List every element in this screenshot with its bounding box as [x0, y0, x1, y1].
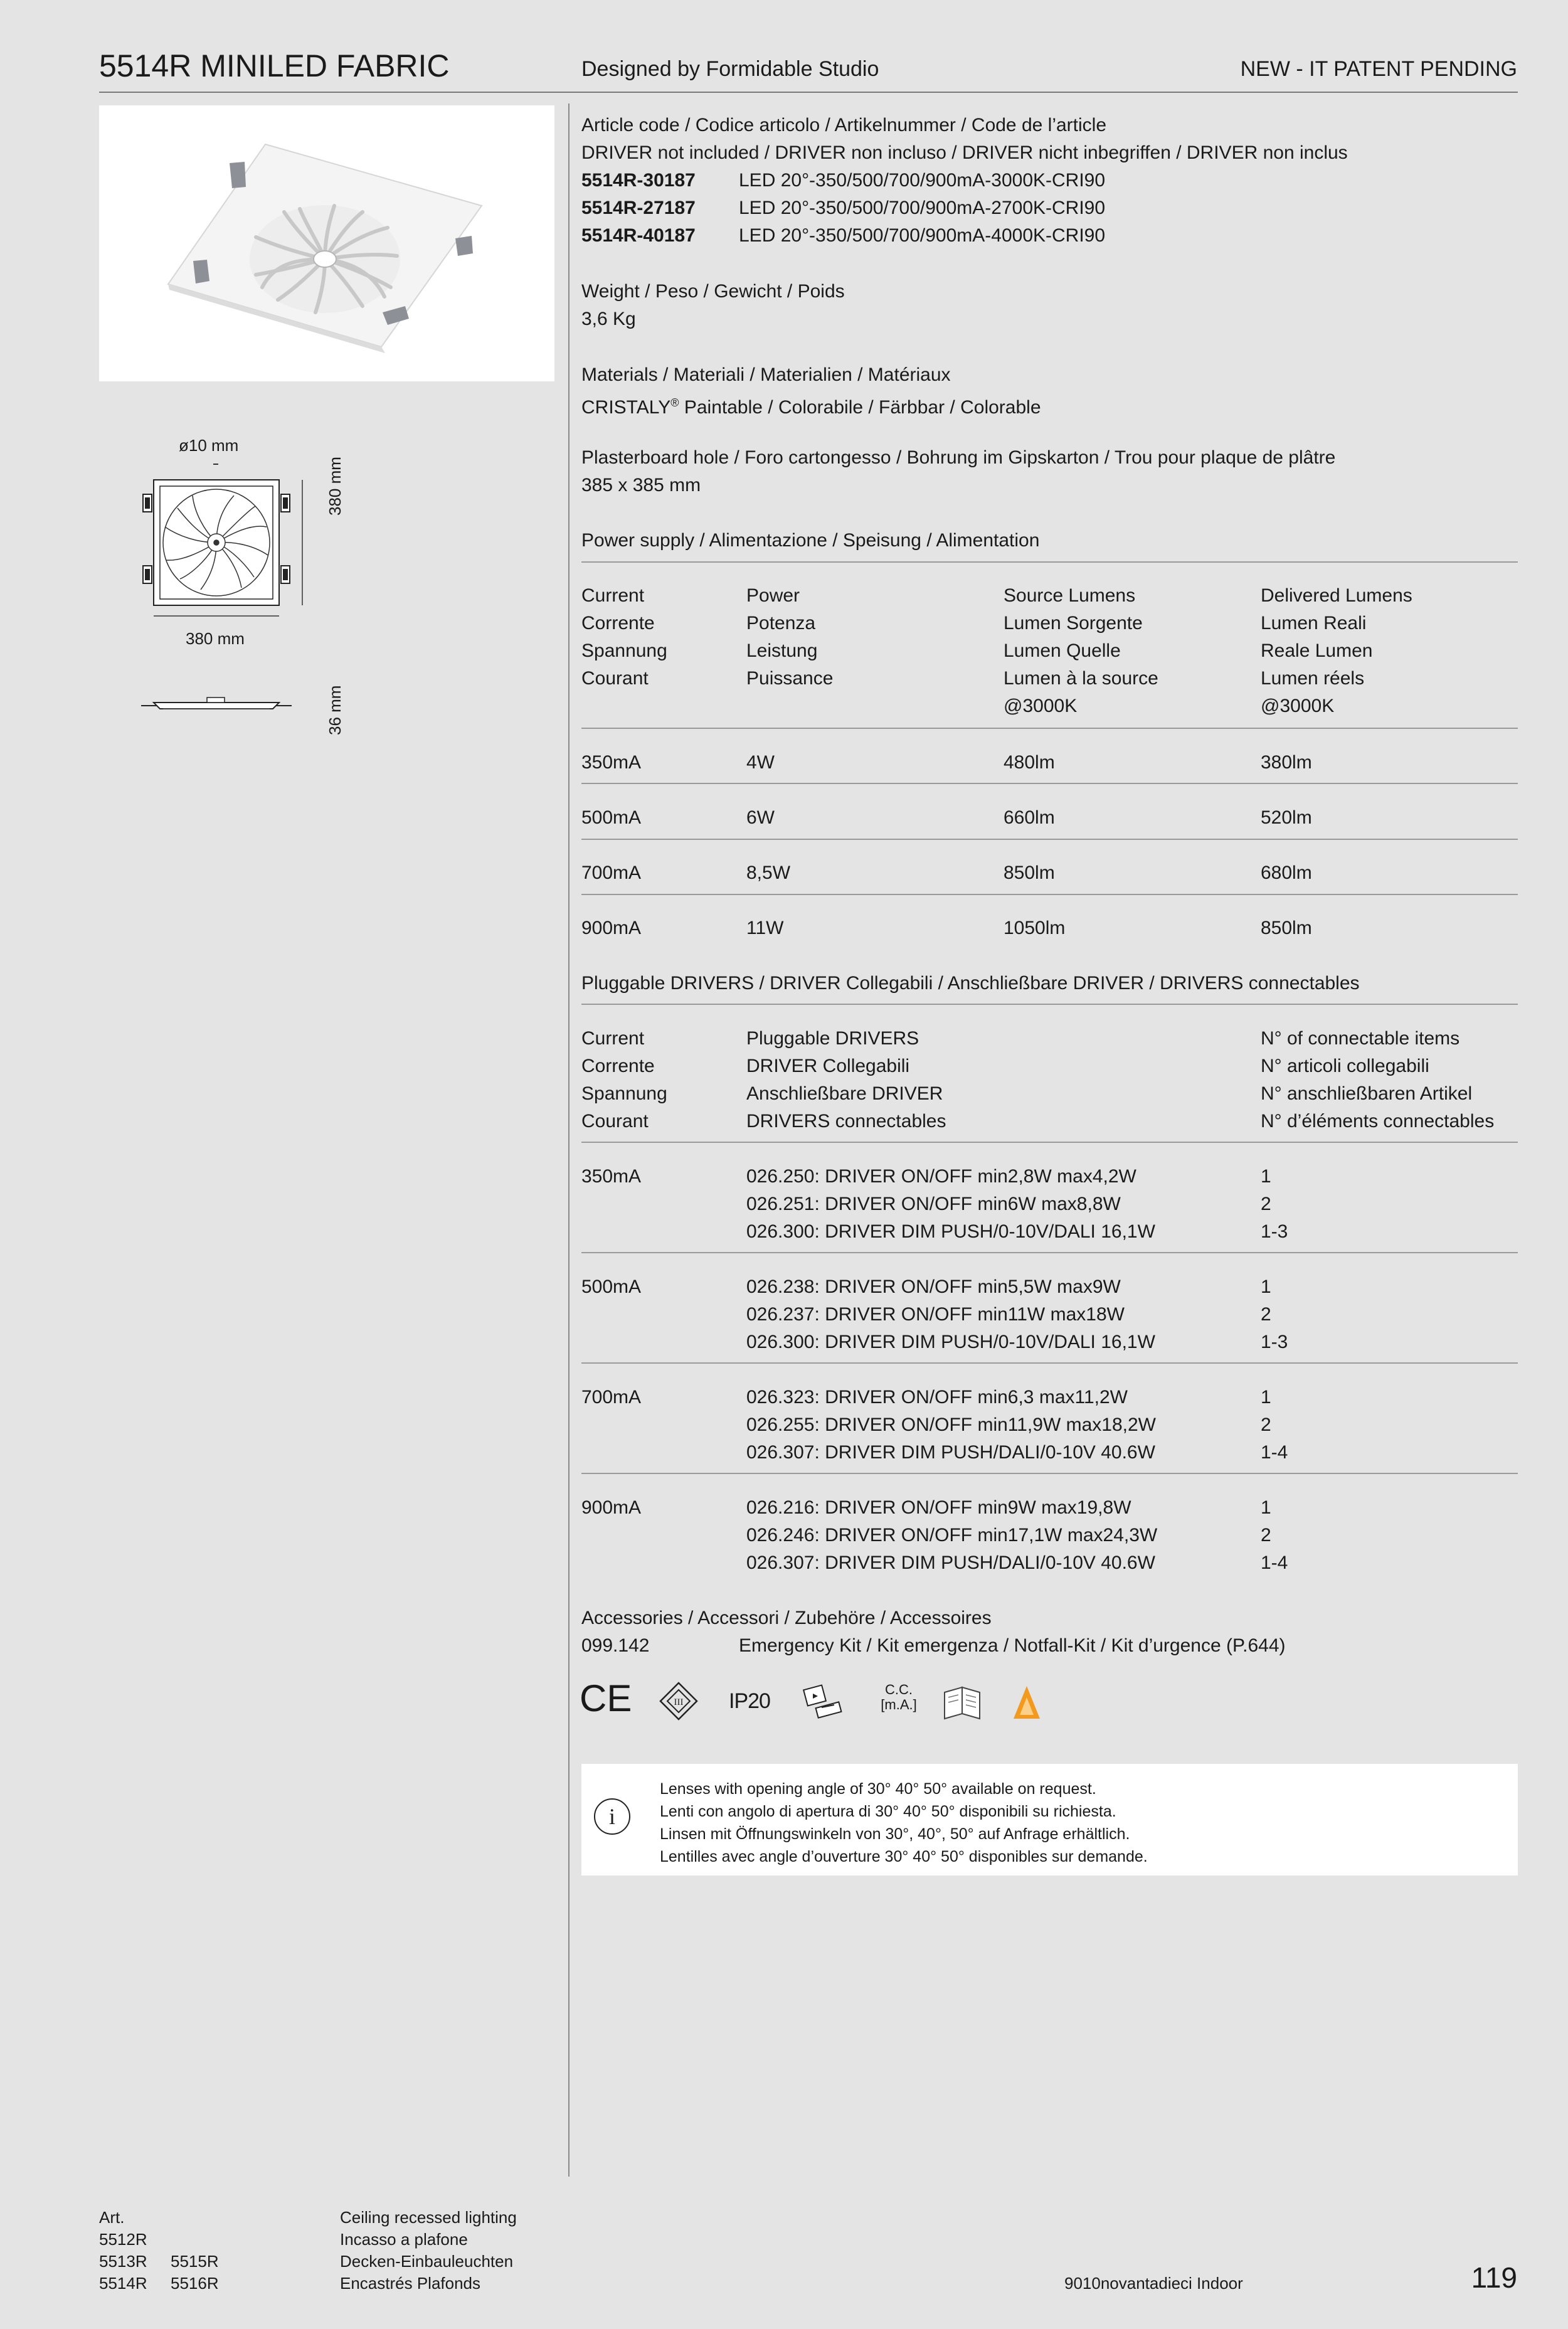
- patent-status: NEW - IT PATENT PENDING: [1240, 57, 1517, 81]
- driver-note: DRIVER not included / DRIVER non incluso / DRIVER nicht inbegriffen / DRIVER non inclus: [581, 142, 1348, 163]
- article-desc: LED 20°-350/500/700/900mA-2700K-CRI90: [739, 198, 1106, 218]
- divider: [581, 1252, 1518, 1253]
- divider: [581, 1142, 1518, 1143]
- materials-heading: Materials / Materiali / Materialien / Matériaux: [581, 364, 951, 385]
- material-brand: CRISTALY: [581, 397, 671, 418]
- materials-value: [581, 389, 1041, 422]
- power-header-source-lumens: Source Lumens Lumen Sorgente Lumen Quelle Lumen à la source @3000K: [1004, 585, 1158, 716]
- registered-mark: ®: [670, 396, 679, 409]
- side-view-drawing: [138, 690, 295, 721]
- power-header-power: Power Potenza Leistung Puissance: [746, 585, 834, 689]
- warning-triangle-icon: [1011, 1684, 1042, 1721]
- accessories-heading: Accessories / Accessori / Zubehöre / Accessoires: [581, 1608, 992, 1628]
- product-render: [99, 105, 554, 381]
- weight-value: 3,6 Kg: [581, 309, 636, 329]
- power-heading: Power supply / Alimentazione / Speisung / Alimentation: [581, 530, 1040, 551]
- divider: [581, 783, 1518, 784]
- divider: [581, 839, 1518, 840]
- page-title: 5514R MINILED FABRIC: [99, 48, 450, 83]
- footer-category: Incasso a plafone: [340, 2230, 468, 2249]
- info-line-it: Lenti con angolo di apertura di 30° 40° 50° disponibili su richiesta.: [660, 1803, 1116, 1820]
- height-dimension-label: 380 mm: [326, 457, 344, 516]
- manual-icon: [941, 1684, 985, 1721]
- article-desc: LED 20°-350/500/700/900mA-3000K-CRI90: [739, 170, 1106, 191]
- footer-brand: 9010novantadieci Indoor: [1064, 2274, 1243, 2293]
- footer-art-code: 5515R: [171, 2252, 219, 2271]
- power-header-current: Current Corrente Spannung Courant: [581, 585, 667, 689]
- info-icon: i: [594, 1798, 630, 1835]
- power-header-delivered-lumens: Delivered Lumens Lumen Reali Reale Lumen Lumen réels @3000K: [1261, 585, 1412, 716]
- drivers-header-current: Current Corrente Spannung Courant: [581, 1028, 667, 1132]
- ce-mark-icon: CE: [580, 1677, 632, 1719]
- plasterboard-heading: Plasterboard hole / Foro cartongesso / Bohrung im Gipskarton / Trou pour plaque de plâtre: [581, 447, 1336, 468]
- driver-remote-icon: [803, 1682, 843, 1722]
- page-number: 119: [1471, 2261, 1517, 2294]
- footer-art-code: 5512R: [99, 2230, 147, 2249]
- divider: [581, 894, 1518, 895]
- footer-art-code: 5513R: [99, 2252, 147, 2271]
- footer-category: Encastrés Plafonds: [340, 2274, 481, 2293]
- divider: [581, 1473, 1518, 1474]
- column-divider: [568, 103, 569, 2177]
- divider: [581, 561, 1518, 563]
- footer-art-code: 5516R: [171, 2274, 219, 2293]
- hole-diameter-label: ø10 mm: [179, 436, 239, 455]
- info-line-en: Lenses with opening angle of 30° 40° 50° available on request.: [660, 1780, 1096, 1798]
- class-iii-icon: [659, 1681, 699, 1721]
- material-paintable: Paintable / Colorabile / Färbbar / Colorable: [679, 397, 1041, 418]
- divider: [581, 1004, 1518, 1005]
- footer-category: Ceiling recessed lighting: [340, 2208, 517, 2227]
- accessory-desc: Emergency Kit / Kit emergenza / Notfall-Kit / Kit d’urgence (P.644): [739, 1635, 1286, 1656]
- article-desc: LED 20°-350/500/700/900mA-4000K-CRI90: [739, 225, 1106, 246]
- width-dimension-label: 380 mm: [186, 629, 245, 648]
- footer-art-code: 5514R: [99, 2274, 147, 2293]
- article-heading: Article code / Codice articolo / Artikelnummer / Code de l’article: [581, 115, 1107, 135]
- product-photo: [99, 105, 554, 381]
- weight-heading: Weight / Peso / Gewicht / Poids: [581, 281, 845, 302]
- header-rule: [99, 92, 1518, 93]
- drivers-header-pluggable: Pluggable DRIVERS DRIVER Collegabili Anschließbare DRIVER DRIVERS connectables: [746, 1028, 946, 1132]
- info-line-fr: Lentilles avec angle d’ouverture 30° 40° 50° disponibles sur demande.: [660, 1848, 1148, 1865]
- designer-credit: Designed by Formidable Studio: [581, 57, 879, 81]
- article-code: 5514R-30187: [581, 170, 696, 191]
- depth-dimension-label: 36 mm: [326, 685, 344, 735]
- drivers-heading: Pluggable DRIVERS / DRIVER Collegabili / Anschließbare DRIVER / DRIVERS connectables: [581, 973, 1360, 994]
- article-code: 5514R-27187: [581, 198, 696, 218]
- divider: [581, 728, 1518, 729]
- accessory-code: 099.142: [581, 1635, 650, 1656]
- svg-text:III: III: [674, 1697, 684, 1707]
- plasterboard-value: 385 x 385 mm: [581, 475, 701, 496]
- divider: [581, 1362, 1518, 1364]
- article-code: 5514R-40187: [581, 225, 696, 246]
- footer-art-label: Art.: [99, 2208, 125, 2227]
- constant-current-icon: C.C. [m.A.]: [881, 1682, 917, 1712]
- drivers-header-count: N° of connectable items N° articoli collegabili N° anschließbaren Artikel N° d’éléments connectables: [1261, 1028, 1495, 1132]
- ip20-icon: IP20: [729, 1689, 770, 1713]
- footer-category: Decken-Einbauleuchten: [340, 2252, 514, 2271]
- info-line-de: Linsen mit Öffnungswinkeln von 30°, 40°, 50° auf Anfrage erhältlich.: [660, 1825, 1130, 1843]
